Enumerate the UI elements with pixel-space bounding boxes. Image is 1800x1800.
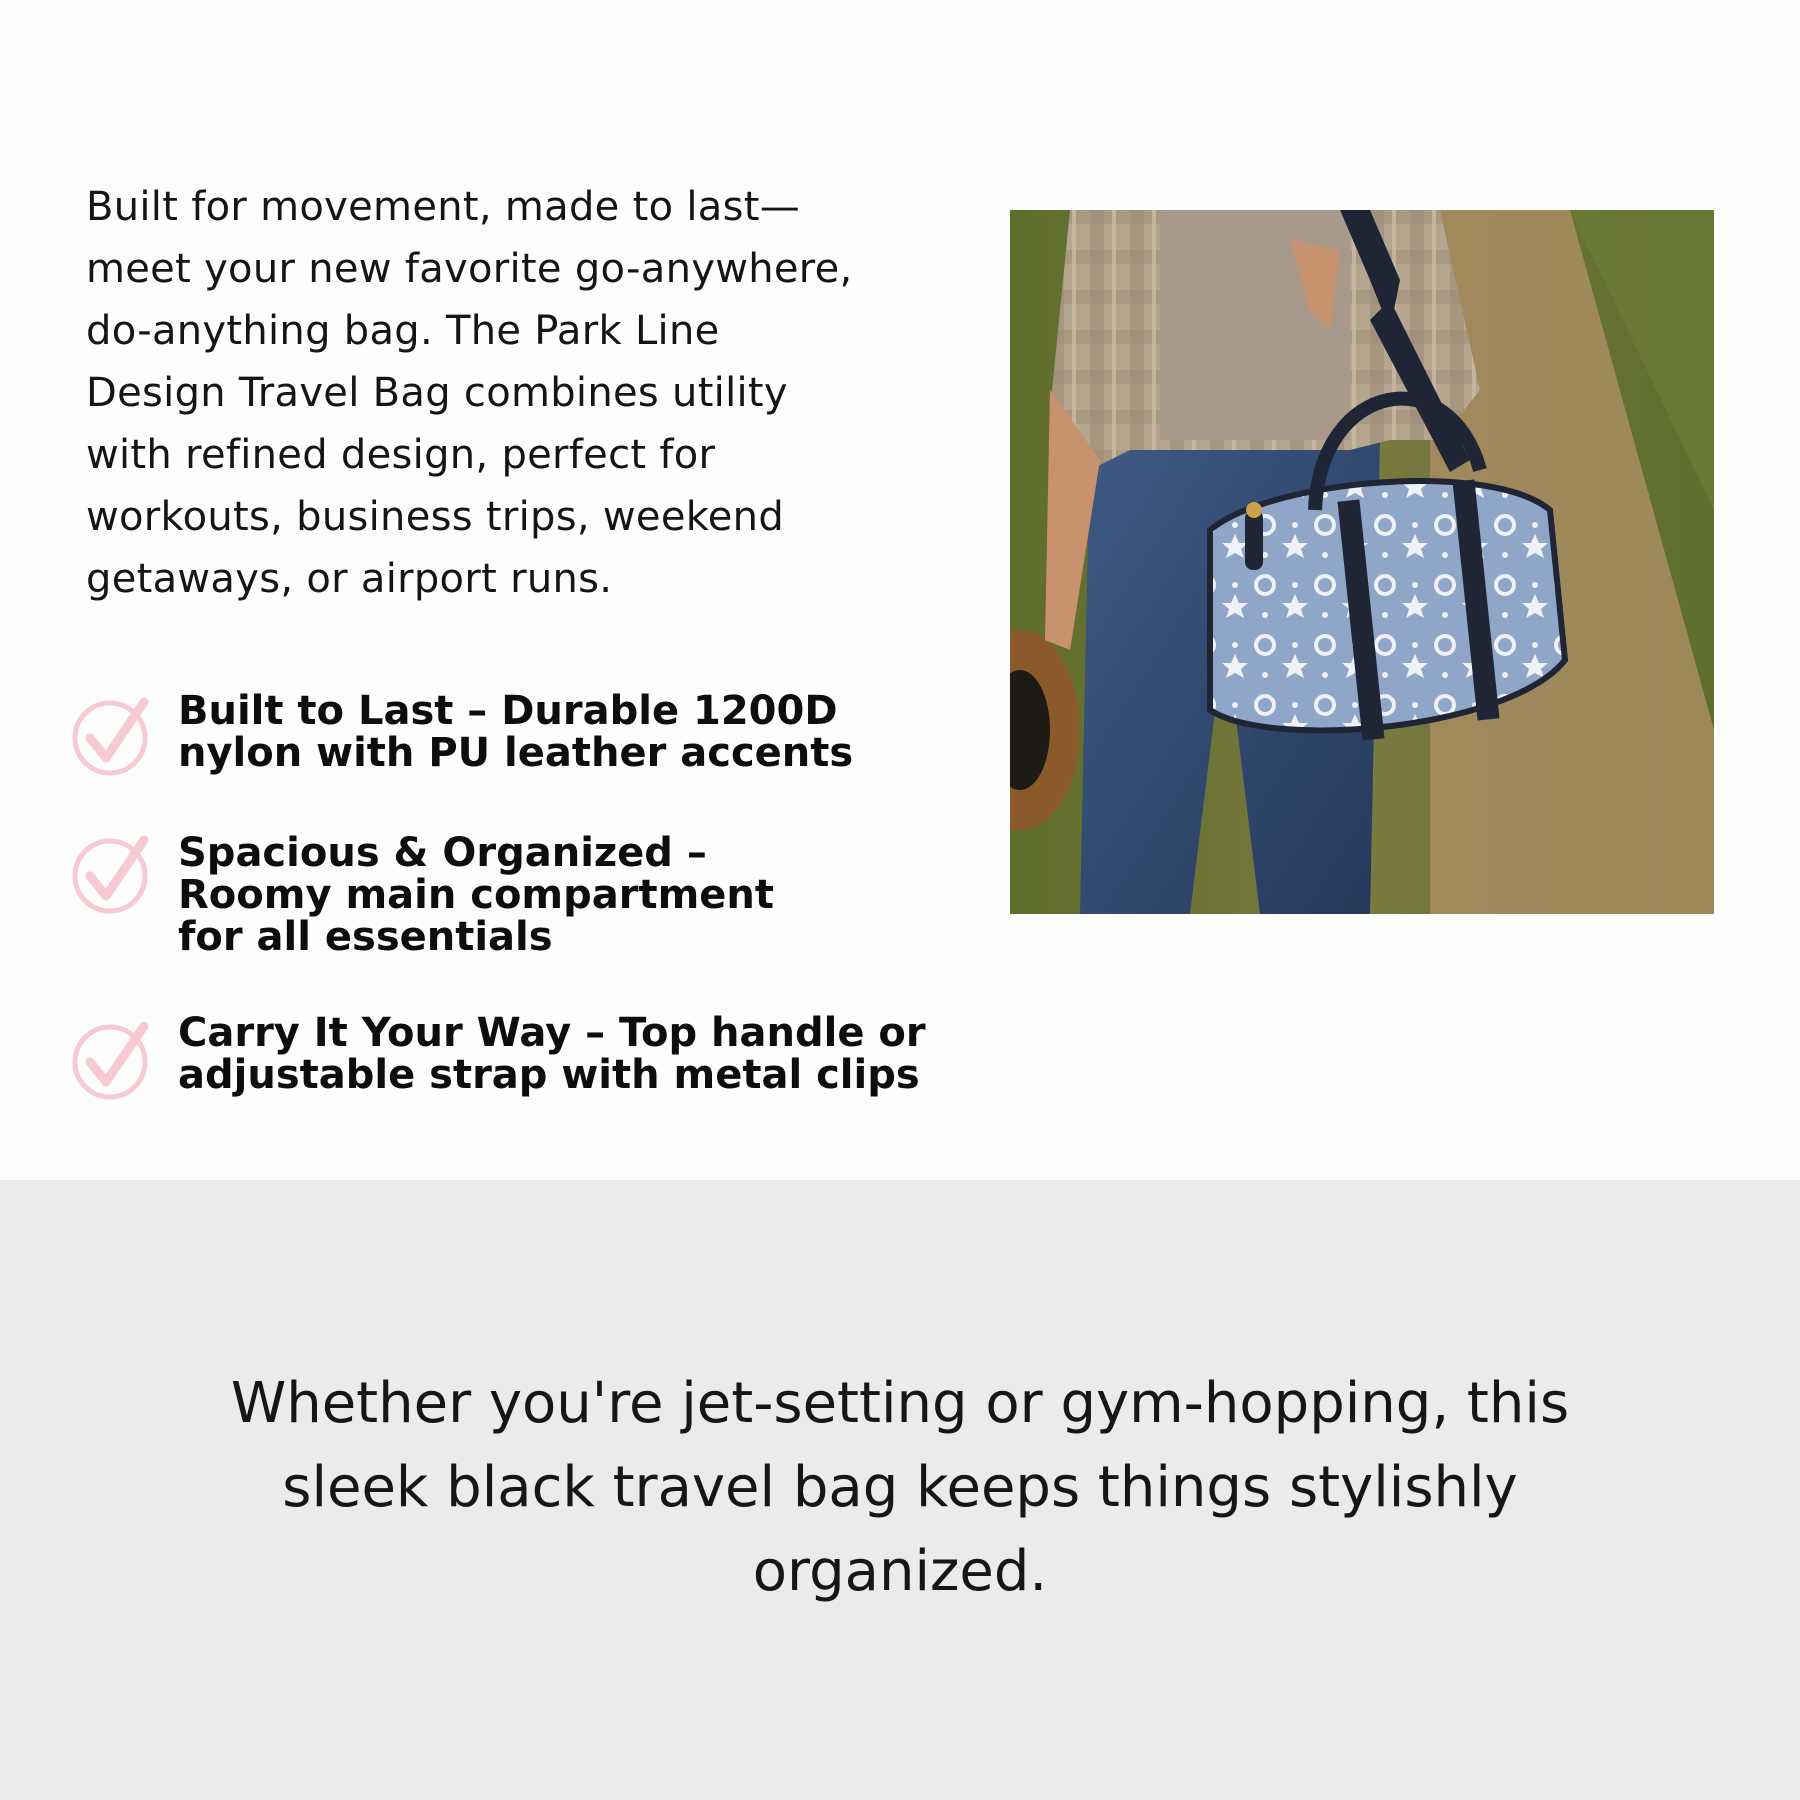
feature-text [178, 1012, 926, 1096]
closing-statement [0, 1362, 1800, 1614]
feature-line: Roomy main compartment [178, 872, 774, 918]
intro-line: meet your new favorite go-anywhere, [86, 246, 853, 292]
intro-line: with refined design, perfect for [86, 432, 716, 478]
checkmark-circle-icon [70, 832, 154, 916]
checkmark-circle-icon [70, 1018, 154, 1102]
checkmark-circle-icon [70, 694, 154, 778]
closing-line: Whether you're jet-setting or gym-hopping, this [230, 1371, 1570, 1436]
feature-line: adjustable strap with metal clips [178, 1052, 920, 1098]
intro-line: do-anything bag. The Park Line [86, 308, 720, 354]
feature-line: nylon with PU leather accents [178, 730, 854, 776]
closing-line: sleek black travel bag keeps things stylishly [282, 1455, 1518, 1520]
intro-line: Design Travel Bag combines utility [86, 370, 788, 416]
intro-line: Built for movement, made to last— [86, 184, 801, 230]
intro-line: getaways, or airport runs. [86, 556, 613, 602]
intro-paragraph [86, 176, 976, 610]
closing-line: organized. [752, 1539, 1048, 1604]
feature-line: Carry It Your Way – Top handle or [178, 1010, 926, 1056]
travel-bag-lifestyle-image [1010, 210, 1714, 914]
feature-text [178, 832, 774, 958]
product-photo [1010, 210, 1714, 914]
intro-line: workouts, business trips, weekend [86, 494, 785, 540]
feature-line: Spacious & Organized – [178, 830, 707, 876]
feature-line: for all essentials [178, 914, 553, 960]
feature-text [178, 690, 853, 774]
feature-line: Built to Last – Durable 1200D [178, 688, 838, 734]
